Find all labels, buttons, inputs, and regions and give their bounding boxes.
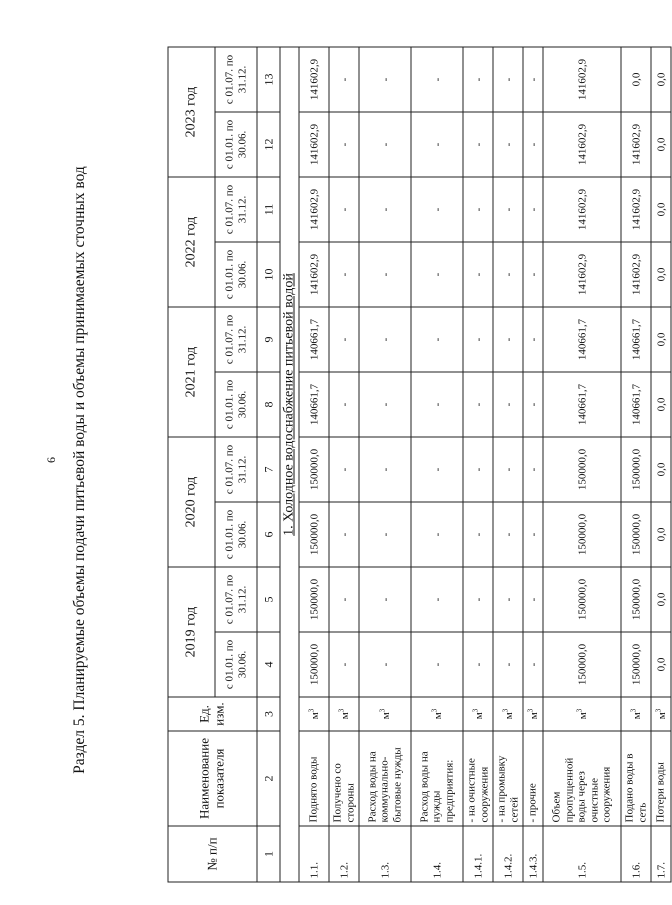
row-unit — [651, 697, 671, 731]
header-period: с 01.07. по 31.12. — [215, 177, 257, 242]
unit-base: м — [655, 712, 668, 720]
row-unit — [493, 697, 523, 731]
row-number: 1.7. — [651, 826, 671, 882]
table-row — [359, 47, 411, 882]
unit-exponent: 3 — [526, 708, 535, 713]
column-number: 12 — [257, 112, 280, 177]
row-number: 1.4.2. — [493, 826, 523, 882]
header-period: с 01.07. по 31.12. — [215, 567, 257, 632]
table-row — [493, 47, 523, 882]
header-year: 2022 год — [168, 177, 215, 307]
row-value: - — [493, 177, 523, 242]
row-value: 141602,9 — [299, 47, 329, 112]
row-value: - — [493, 242, 523, 307]
row-name: Расход воды на коммунально-бытовые нужды — [359, 731, 411, 826]
row-value: - — [329, 242, 359, 307]
row-value: - — [523, 242, 543, 307]
unit-base: м — [576, 712, 589, 720]
row-value: - — [359, 112, 411, 177]
row-value: 0,0 — [621, 47, 651, 112]
row-value: - — [329, 372, 359, 437]
row-value: - — [411, 242, 463, 307]
row-value: - — [329, 632, 359, 697]
row-value: - — [359, 372, 411, 437]
row-value: 140661,7 — [299, 307, 329, 372]
header-period: с 01.01. по 30.06. — [215, 632, 257, 697]
row-value: 0,0 — [651, 47, 671, 112]
row-value: - — [493, 307, 523, 372]
row-name: - на очистные сооружения — [463, 731, 493, 826]
row-value: 141602,9 — [543, 112, 621, 177]
row-value: - — [523, 437, 543, 502]
unit-base: м — [308, 712, 321, 720]
row-value: - — [359, 47, 411, 112]
column-number: 9 — [257, 307, 280, 372]
header-year: 2020 год — [168, 437, 215, 567]
table-row — [621, 47, 651, 882]
row-value: - — [463, 112, 493, 177]
table-row — [651, 47, 671, 882]
row-value: 0,0 — [651, 372, 671, 437]
row-unit — [329, 697, 359, 731]
row-value: 0,0 — [651, 177, 671, 242]
row-value: 0,0 — [651, 112, 671, 177]
row-value: - — [463, 632, 493, 697]
water-supply-table — [168, 47, 672, 883]
row-value: - — [411, 177, 463, 242]
row-unit — [523, 697, 543, 731]
unit-base: м — [630, 712, 643, 720]
row-value: - — [329, 47, 359, 112]
row-value: - — [329, 437, 359, 502]
row-value: - — [523, 502, 543, 567]
column-number: 13 — [257, 47, 280, 112]
row-value: - — [493, 437, 523, 502]
row-value: - — [463, 242, 493, 307]
row-number: 1.4.3. — [523, 826, 543, 882]
header-name: Наименование показателя — [168, 731, 257, 826]
row-value: - — [493, 567, 523, 632]
row-unit — [621, 697, 651, 731]
row-unit — [411, 697, 463, 731]
row-value: - — [463, 437, 493, 502]
row-value: - — [359, 567, 411, 632]
row-value: 150000,0 — [299, 567, 329, 632]
table-row — [463, 47, 493, 882]
data-sheet — [168, 48, 668, 883]
row-value: 141602,9 — [299, 112, 329, 177]
row-value: 140661,7 — [543, 372, 621, 437]
row-value: - — [493, 502, 523, 567]
row-name: Объем пропущенной воды через очистные сооружения — [543, 731, 621, 826]
row-value: 150000,0 — [543, 567, 621, 632]
row-number: 1.1. — [299, 826, 329, 882]
unit-exponent: 3 — [575, 708, 584, 713]
column-number: 8 — [257, 372, 280, 437]
table-row — [329, 47, 359, 882]
row-value: - — [359, 307, 411, 372]
unit-exponent: 3 — [307, 708, 316, 713]
row-value: - — [329, 112, 359, 177]
row-value: - — [523, 567, 543, 632]
row-value: 150000,0 — [299, 502, 329, 567]
row-value: - — [493, 632, 523, 697]
row-value: - — [463, 47, 493, 112]
column-number: 6 — [257, 502, 280, 567]
row-value: 0,0 — [651, 502, 671, 567]
row-unit — [359, 697, 411, 731]
row-value: 150000,0 — [621, 437, 651, 502]
unit-base: м — [338, 712, 351, 720]
row-value: - — [463, 502, 493, 567]
row-value: - — [463, 307, 493, 372]
unit-exponent: 3 — [430, 708, 439, 713]
column-number: 2 — [257, 731, 280, 826]
row-value: 140661,7 — [543, 307, 621, 372]
row-value: - — [359, 632, 411, 697]
row-value: 141602,9 — [543, 47, 621, 112]
row-value: 141602,9 — [299, 177, 329, 242]
row-value: 141602,9 — [543, 242, 621, 307]
row-value: - — [359, 242, 411, 307]
row-value: - — [523, 47, 543, 112]
row-value: 150000,0 — [543, 437, 621, 502]
row-name: Получено со стороны — [329, 731, 359, 826]
unit-exponent: 3 — [629, 708, 638, 713]
row-unit — [299, 697, 329, 731]
row-value: - — [411, 502, 463, 567]
column-number: 3 — [257, 697, 280, 731]
row-value: - — [523, 112, 543, 177]
row-value: - — [329, 307, 359, 372]
column-number: 7 — [257, 437, 280, 502]
row-value: - — [493, 47, 523, 112]
row-number: 1.6. — [621, 826, 651, 882]
row-name: Потери воды — [651, 731, 671, 826]
row-value: - — [523, 632, 543, 697]
row-value: - — [359, 437, 411, 502]
row-value: 141602,9 — [299, 242, 329, 307]
unit-base: м — [472, 712, 485, 720]
row-value: - — [359, 502, 411, 567]
header-period: с 01.07. по 31.12. — [215, 437, 257, 502]
row-value: 150000,0 — [543, 502, 621, 567]
row-value: 0,0 — [651, 632, 671, 697]
table-row — [543, 47, 621, 882]
table-row — [523, 47, 543, 882]
header-period: с 01.01. по 30.06. — [215, 242, 257, 307]
row-value: 150000,0 — [543, 632, 621, 697]
header-period: с 01.01. по 30.06. — [215, 112, 257, 177]
row-value: 0,0 — [651, 307, 671, 372]
header-period: с 01.07. по 31.12. — [215, 307, 257, 372]
row-value: 140661,7 — [299, 372, 329, 437]
row-value: - — [523, 372, 543, 437]
unit-exponent: 3 — [501, 708, 510, 713]
unit-base: м — [431, 712, 444, 720]
row-value: - — [329, 567, 359, 632]
row-value: 141602,9 — [621, 112, 651, 177]
unit-base: м — [379, 712, 392, 720]
row-value: - — [411, 307, 463, 372]
unit-base: м — [502, 712, 515, 720]
row-unit — [543, 697, 621, 731]
row-value: - — [411, 437, 463, 502]
row-value: 0,0 — [651, 567, 671, 632]
row-value: - — [329, 502, 359, 567]
unit-exponent: 3 — [337, 708, 346, 713]
row-value: 141602,9 — [621, 242, 651, 307]
row-unit — [463, 697, 493, 731]
row-value: - — [411, 567, 463, 632]
row-number: 1.3. — [359, 826, 411, 882]
row-value: - — [411, 47, 463, 112]
header-period: с 01.07. по 31.12. — [215, 47, 257, 112]
row-value: - — [493, 112, 523, 177]
row-name: Расход воды на нужды предприятия: — [411, 731, 463, 826]
table-row — [299, 47, 329, 882]
row-value: - — [523, 177, 543, 242]
row-value: - — [463, 372, 493, 437]
row-value: 0,0 — [651, 437, 671, 502]
row-value: 150000,0 — [621, 502, 651, 567]
table-row — [411, 47, 463, 882]
row-value: - — [411, 112, 463, 177]
row-value: - — [463, 567, 493, 632]
section-label-text: 1. Холодное водоснабжение питьевой водой — [281, 273, 297, 536]
row-value: - — [463, 177, 493, 242]
row-value: 150000,0 — [299, 437, 329, 502]
header-period: с 01.01. по 30.06. — [215, 502, 257, 567]
column-number: 4 — [257, 632, 280, 697]
unit-exponent: 3 — [471, 708, 480, 713]
row-value: 150000,0 — [299, 632, 329, 697]
row-name: - на промывку сетей — [493, 731, 523, 826]
header-year: 2019 год — [168, 567, 215, 697]
row-number: 1.4. — [411, 826, 463, 882]
row-name: Поднято воды — [299, 731, 329, 826]
row-value: 150000,0 — [621, 567, 651, 632]
row-value: - — [493, 372, 523, 437]
row-name: - прочие — [523, 731, 543, 826]
row-name: Подано воды в сеть — [621, 731, 651, 826]
unit-exponent: 3 — [654, 708, 663, 713]
row-value: - — [329, 177, 359, 242]
unit-base: м — [527, 712, 540, 720]
row-value: - — [411, 632, 463, 697]
row-value: - — [411, 372, 463, 437]
row-value: 0,0 — [651, 242, 671, 307]
row-value: 141602,9 — [621, 177, 651, 242]
header-year: 2023 год — [168, 47, 215, 177]
row-value: 150000,0 — [621, 632, 651, 697]
column-number: 1 — [257, 826, 280, 882]
row-value: 140661,7 — [621, 372, 651, 437]
row-value: - — [523, 307, 543, 372]
unit-exponent: 3 — [378, 708, 387, 713]
row-value: 140661,7 — [621, 307, 651, 372]
column-number: 11 — [257, 177, 280, 242]
section-title: Раздел 5. Планируемые объемы подачи питьевой воды и объемы принимаемых сточных вод — [71, 166, 88, 774]
header-year: 2021 год — [168, 307, 215, 437]
row-number: 1.4.1. — [463, 826, 493, 882]
row-number: 1.5. — [543, 826, 621, 882]
row-value: 141602,9 — [543, 177, 621, 242]
page-number: 6 — [44, 457, 58, 463]
header-unit: Ед. изм. — [168, 697, 257, 731]
row-value: - — [359, 177, 411, 242]
column-number: 10 — [257, 242, 280, 307]
header-period: с 01.01. по 30.06. — [215, 372, 257, 437]
row-number: 1.2. — [329, 826, 359, 882]
column-number: 5 — [257, 567, 280, 632]
section-row-label — [280, 242, 299, 567]
header-no: № п/п — [168, 826, 257, 882]
